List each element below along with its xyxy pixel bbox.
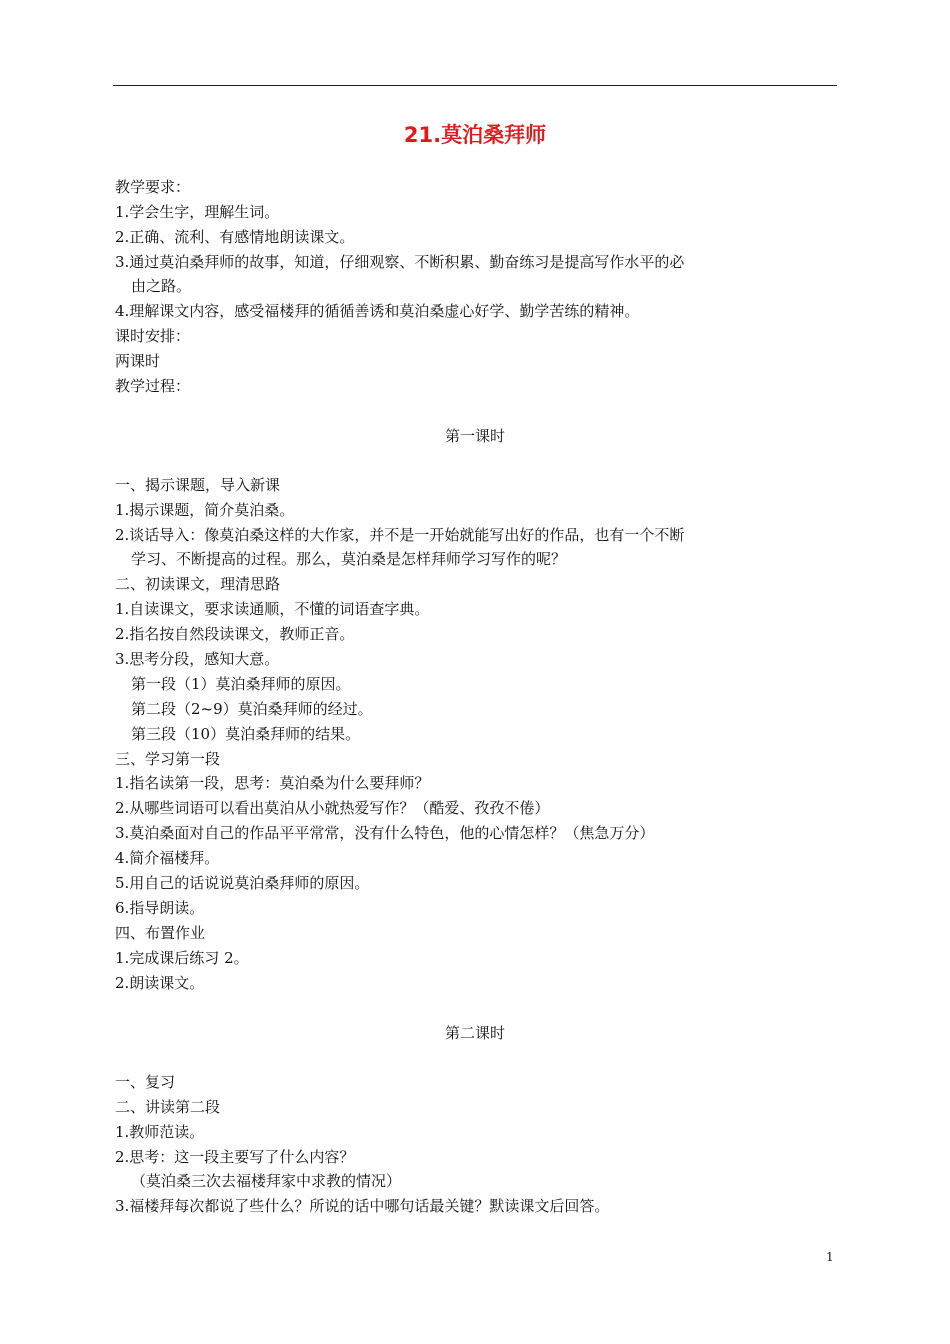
header-rule	[113, 85, 837, 86]
text-line: 第一段（1）莫泊桑拜师的原因。	[131, 675, 351, 693]
section-heading: 第二课时	[444, 1024, 505, 1042]
text-line: 1.教师范读。	[115, 1123, 205, 1141]
text-line: 3.莫泊桑面对自己的作品平平常常，没有什么特色，他的心情怎样？（焦急万分）	[115, 824, 655, 842]
text-line: 1.自读课文，要求读通顺，不懂的词语查字典。	[115, 600, 430, 618]
text-line: 2.朗读课文。	[115, 974, 205, 992]
text-line: 一、复习	[115, 1073, 176, 1091]
text-line: 1.完成课后练习 2。	[115, 949, 249, 967]
text-line: 2.指名按自然段读课文，教师正音。	[115, 625, 355, 643]
text-line: 一、揭示课题，导入新课	[115, 476, 281, 494]
lesson-title: 21.莫泊桑拜师	[403, 123, 547, 147]
page-number: 1	[826, 1250, 834, 1264]
text-line: 2.谈话导入：像莫泊桑这样的大作家，并不是一开始就能写出好的作品，也有一个不断	[115, 526, 685, 544]
text-line: 4.简介福楼拜。	[115, 849, 220, 867]
section-heading: 第一课时	[444, 427, 505, 445]
text-line: 二、初读课文，理清思路	[115, 575, 281, 593]
text-line: 第二段（2~9）莫泊桑拜师的经过。	[131, 700, 373, 718]
text-line: 由之路。	[131, 277, 192, 295]
text-line: 3.通过莫泊桑拜师的故事，知道，仔细观察、不断积累、勤奋练习是提高写作水平的必	[115, 253, 685, 271]
text-line: 2.从哪些词语可以看出莫泊从小就热爱写作？（酷爱、孜孜不倦）	[115, 799, 550, 817]
text-line: 两课时	[115, 352, 161, 370]
text-line: 5.用自己的话说说莫泊桑拜师的原因。	[115, 874, 370, 892]
text-line: 学习、不断提高的过程。那么，莫泊桑是怎样拜师学习写作的呢？	[131, 550, 567, 568]
text-line: 三、学习第一段	[115, 750, 221, 768]
text-line: 4.理解课文内容，感受福楼拜的循循善诱和莫泊桑虚心好学、勤学苦练的精神。	[115, 302, 640, 320]
text-line: 3.思考分段，感知大意。	[115, 650, 280, 668]
text-line: 四、布置作业	[115, 924, 206, 942]
text-line: 2.正确、流利、有感情地朗读课文。	[115, 228, 355, 246]
text-line: 二、讲读第二段	[115, 1098, 221, 1116]
text-line: 课时安排：	[115, 327, 191, 345]
text-line: 教学要求：	[115, 178, 191, 196]
text-line: 3.福楼拜每次都说了些什么？所说的话中哪句话最关键？默读课文后回答。	[115, 1197, 610, 1215]
text-line: 1.揭示课题，简介莫泊桑。	[115, 501, 295, 519]
text-line: 2.思考：这一段主要写了什么内容？	[115, 1148, 355, 1166]
text-line: 1.指名读第一段，思考：莫泊桑为什么要拜师？	[115, 774, 430, 792]
text-line: （莫泊桑三次去福楼拜家中求教的情况）	[131, 1172, 402, 1190]
text-line: 第三段（10）莫泊桑拜师的结果。	[131, 725, 361, 743]
text-line: 教学过程：	[115, 377, 191, 395]
text-line: 1.学会生字，理解生词。	[115, 203, 280, 221]
text-line: 6.指导朗读。	[115, 899, 205, 917]
